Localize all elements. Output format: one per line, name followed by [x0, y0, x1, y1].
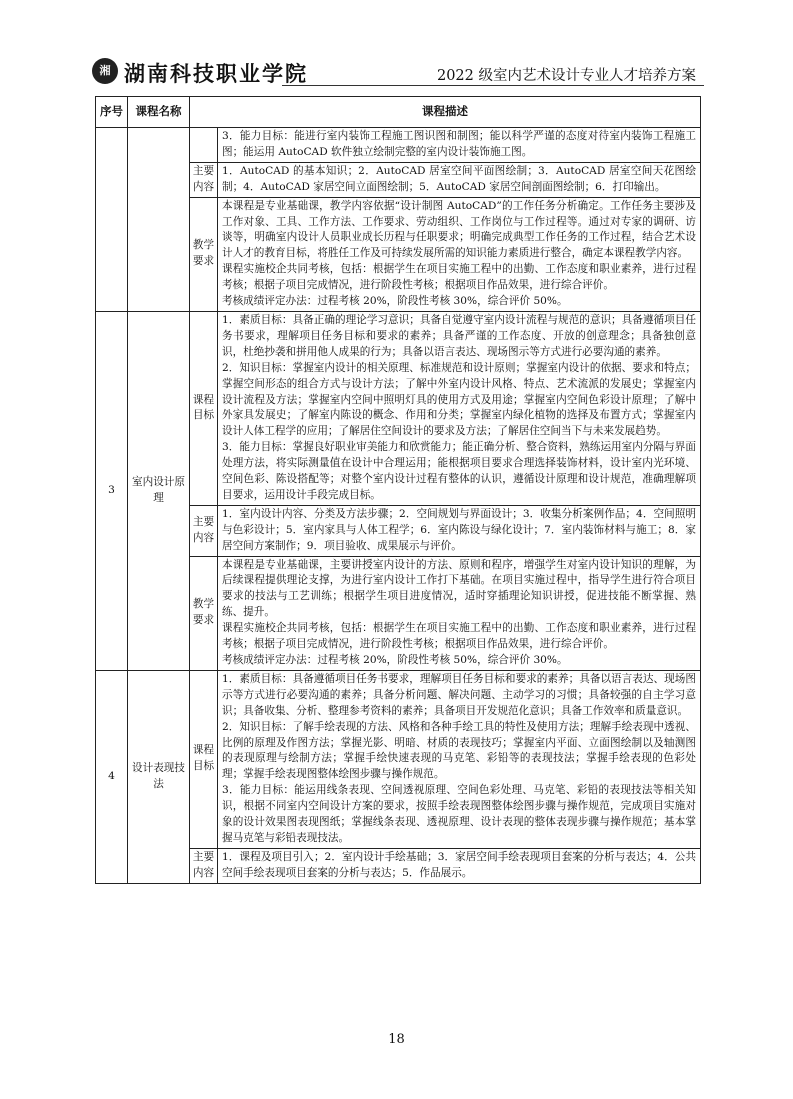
header-divider — [282, 85, 704, 86]
school-emblem-icon: 湘 — [92, 58, 118, 84]
row-number: 4 — [96, 670, 128, 883]
table-row — [96, 670, 701, 848]
description-cell — [218, 556, 701, 670]
description-text: 课程实施校企共同考核，包括：根据学生在项目实施工程中的出勤、工作态度和职业素养，进行过程考核；根据子项目完成情况，进行阶段性考核；根据项目作品效果，进行综合评价。 — [222, 622, 696, 651]
description-cell — [218, 197, 701, 311]
course-table — [95, 96, 701, 884]
description-text: 3．能力目标：掌握良好职业审美能力和欣赏能力；能正确分析、整合资料，熟练运用室内分隔与界面处理方法，将实际测量值在设计中合理运用；能根据项目要求合理选择装饰材料，设计室内光环境、空间色彩、陈设搭配等；对整个室内设计过程有整体的认识，遵循设计原理和设计规范，准确理解项目要求，运用设计手段完成目标。 — [222, 441, 696, 501]
header-course-name: 课程名称 — [128, 97, 190, 128]
school-logo-text: 湖南科技职业学院 — [124, 61, 308, 86]
description-text: 1．室内设计内容、分类及方法步骤；2．空间规划与界面设计；3．收集分析案例作品；4．空间照明与色彩设计；5．室内家具与人体工程学；6．室内陈设与绿化设计；7．室内装饰材料与施工；8．家居空间方案制作；9．项目验收、成果展示与评价。 — [222, 507, 696, 552]
table-row — [96, 128, 701, 163]
description-text: 1．课程及项目引入；2．室内设计手绘基础；3．家居空间手绘表现项目套案的分析与表达；4．公共空间手绘表现项目套案的分析与表达；5．作品展示。 — [222, 850, 696, 879]
row-label: 教学要求 — [190, 556, 218, 670]
course-name-cell — [128, 128, 190, 312]
description-cell — [218, 128, 701, 163]
description-text: 1．素质目标：具备遵循项目任务书要求，理解项目任务目标和要求的素养；具备以语言表达、现场图示等方式进行必要沟通的素养；具备分析问题、解决问题、主动学习的习惯；具备较强的自主学习意识；具备收集、分析、整理参考资料的素养；具备项目开发规范化意识；具备工作效率和质量意识。 — [222, 672, 696, 717]
row-label: 课程目标 — [190, 670, 218, 848]
course-name: 室内设计原理 — [128, 311, 190, 670]
description-text: 1．AutoCAD 的基本知识；2．AutoCAD 居室空间平面图绘制；3．AutoCAD 居室空间天花图绘制；4．AutoCAD 家居空间立面图绘制；5．AutoCAD 家居空间剖面图绘制；6．打印输出。 — [222, 164, 696, 193]
description-cell — [218, 311, 701, 505]
page-number: 18 — [388, 1032, 405, 1047]
description-text: 2．知识目标：了解手绘表现的方法、风格和各种手绘工具的特性及使用方法；理解手绘表现中透视、比例的原理及作图方法；掌握光影、明暗、材质的表现技巧；掌握室内平面、立面图绘制以及轴测图的表现原理与绘制方法；掌握手绘快速表现的马克笔、彩铅等的表现技法；掌握手绘表现的色彩处理；掌握手绘表现图整体绘图步骤与操作规范。 — [222, 720, 696, 781]
row-number-cell — [96, 128, 128, 312]
description-text: 1．素质目标：具备正确的理论学习意识；具备自觉遵守室内设计流程与规范的意识；具备遵循项目任务书要求，理解项目任务目标和要求的素养；具备严谨的工作态度、开放的创意理念；具备独创意识，杜绝抄袭和拼用他人成果的行为；具备以语言表达、现场图示等方式进行必要沟通的素养。 — [222, 313, 696, 358]
description-cell — [218, 162, 701, 197]
description-text: 3．能力目标：能进行室内装饰工程施工图识图和制图；能以科学严谨的态度对待室内装饰工程施工图；能运用 AutoCAD 软件独立绘制完整的室内设计装饰施工图。 — [222, 130, 696, 158]
description-text: 考核成绩评定办法：过程考核 20%，阶段性考核 30%，综合评价 50%。 — [222, 295, 568, 308]
description-text: 本课程是专业基础课，主要讲授室内设计的方法、原则和程序，增强学生对室内设计知识的理解，为后续课程提供理论支撑，为进行室内设计工作打下基础。在项目实施过程中，指导学生进行符合项目要求的技法与工艺训练；根据学生项目进度情况，适时穿插理论知识讲授，促进技能不断掌握、熟练、提升。 — [222, 558, 696, 619]
row-label: 课程目标 — [190, 311, 218, 505]
description-text: 考核成绩评定办法：过程考核 20%，阶段性考核 50%，综合评价 30%。 — [222, 654, 568, 666]
description-text: 3．能力目标：能运用线条表现、空间透视原理、空间色彩处理、马克笔、彩铅的表现技法等相关知识，根据不同室内空间设计方案的要求，按照手绘表现图整体绘图步骤与操作规范，完成项目实施对象的设计效果图表现图纸；掌握线条表现、透视原理、设计表现的整体表现步骤与操作规范；基本掌握马克笔与彩铅表现技法。 — [222, 784, 696, 844]
page-header — [92, 56, 704, 90]
description-cell — [218, 848, 701, 883]
header-no: 序号 — [96, 97, 128, 128]
description-cell — [218, 670, 701, 848]
row-label: 主要内容 — [190, 162, 218, 197]
description-cell — [218, 505, 701, 556]
table-header-row — [96, 97, 701, 128]
document-title: 2022 级室内艺术设计专业人才培养方案 — [436, 68, 696, 84]
course-name: 设计表现技法 — [128, 670, 190, 883]
row-number: 3 — [96, 311, 128, 670]
description-text: 2．知识目标：掌握室内设计的相关原理、标准规范和设计原则；掌握室内设计的依据、要求和特点；掌握空间形态的组合方式与设计方法；了解中外室内设计风格、特点、艺术流派的发展史；掌握室内设计流程及方法；掌握室内空间中照明灯具的使用方式及用途；掌握室内空间色彩设计原理；了解中外家具发展史；了解室内陈设的概念、作用和分类；掌握室内绿化植物的选择及布置方式；掌握室内设计人体工程学的应用；了解居住空间设计的要求及方法；了解居住空间当下与未来发展趋势。 — [222, 361, 696, 438]
row-label: 教学要求 — [190, 197, 218, 311]
row-label: 主要内容 — [190, 848, 218, 883]
label-cell — [190, 128, 218, 163]
row-label: 主要内容 — [190, 505, 218, 556]
description-text: 课程实施校企共同考核，包括：根据学生在项目实施工程中的出勤、工作态度和职业素养，进行过程考核；根据子项目完成情况，进行阶段性考核；根据项目作品效果，进行综合评价。 — [222, 263, 696, 292]
table-row — [96, 311, 701, 505]
header-description: 课程描述 — [190, 97, 701, 128]
description-text: 本课程是专业基础课，教学内容依据“设计制图 AutoCAD”的工作任务分析确定。工作任务主要涉及工作对象、工具、工作方法、工作要求、劳动组织、工作岗位与工作过程等。通过对专家的调研、访谈等，明确室内设计人员职业成长历程与任职要求；明确完成典型工作任务的工作过程，结合艺术设计人才的教育目标，将胜任工作及可持续发展所需的知识能力素质进行整合，确定本课程教学内容。 — [222, 199, 696, 260]
